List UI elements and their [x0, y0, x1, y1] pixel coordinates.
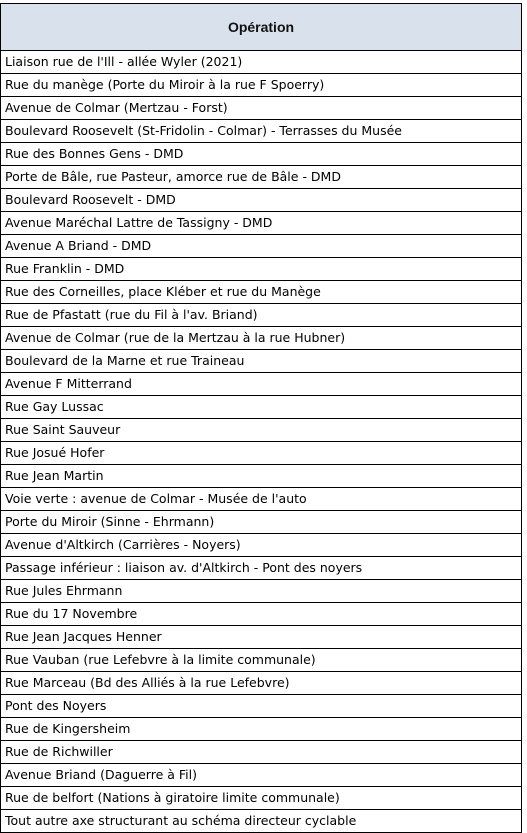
operation-cell[interactable]: Rue de Kingersheim — [1, 718, 522, 741]
table-row — [1, 534, 522, 557]
operation-cell[interactable]: Boulevard de la Marne et rue Traineau — [1, 350, 522, 373]
operation-cell[interactable]: Rue du manège (Porte du Miroir à la rue F Spoerry) — [1, 74, 522, 97]
table-row — [1, 327, 522, 350]
table-row — [1, 810, 522, 833]
table-header-row — [1, 4, 522, 51]
column-header-operation: Opération — [1, 4, 522, 51]
operation-cell[interactable]: Rue Vauban (rue Lefebvre à la limite communale) — [1, 649, 522, 672]
operations-sheet — [0, 3, 522, 833]
table-row — [1, 649, 522, 672]
operation-cell[interactable]: Liaison rue de l'Ill - allée Wyler (2021) — [1, 51, 522, 74]
operation-cell[interactable]: Avenue Briand (Daguerre à Fil) — [1, 764, 522, 787]
table-row — [1, 787, 522, 810]
table-row — [1, 235, 522, 258]
table-row — [1, 120, 522, 143]
table-row — [1, 74, 522, 97]
operation-cell[interactable]: Avenue d'Altkirch (Carrières - Noyers) — [1, 534, 522, 557]
table-row — [1, 672, 522, 695]
operation-cell[interactable]: Boulevard Roosevelt - DMD — [1, 189, 522, 212]
operation-cell[interactable]: Passage inférieur : liaison av. d'Altkirch - Pont des noyers — [1, 557, 522, 580]
operation-cell[interactable]: Avenue Maréchal Lattre de Tassigny - DMD — [1, 212, 522, 235]
operation-cell[interactable]: Rue des Bonnes Gens - DMD — [1, 143, 522, 166]
operation-cell[interactable]: Rue Franklin - DMD — [1, 258, 522, 281]
table-row — [1, 557, 522, 580]
operation-cell[interactable]: Porte du Miroir (Sinne - Ehrmann) — [1, 511, 522, 534]
table-row — [1, 350, 522, 373]
table-row — [1, 764, 522, 787]
table-row — [1, 511, 522, 534]
operation-cell[interactable]: Tout autre axe structurant au schéma directeur cyclable — [1, 810, 522, 833]
operations-table — [0, 3, 522, 833]
operation-cell[interactable]: Pont des Noyers — [1, 695, 522, 718]
table-body — [1, 51, 522, 833]
table-row — [1, 97, 522, 120]
operation-cell[interactable]: Rue Jules Ehrmann — [1, 580, 522, 603]
table-row — [1, 488, 522, 511]
table-row — [1, 741, 522, 764]
table-row — [1, 580, 522, 603]
operation-cell[interactable]: Boulevard Roosevelt (St-Fridolin - Colmar) - Terrasses du Musée — [1, 120, 522, 143]
table-row — [1, 373, 522, 396]
table-row — [1, 189, 522, 212]
operation-cell[interactable]: Rue Saint Sauveur — [1, 419, 522, 442]
operation-cell[interactable]: Rue de Pfastatt (rue du Fil à l'av. Briand) — [1, 304, 522, 327]
operation-cell[interactable]: Rue du 17 Novembre — [1, 603, 522, 626]
operation-cell[interactable]: Rue de Richwiller — [1, 741, 522, 764]
table-row — [1, 143, 522, 166]
operation-cell[interactable]: Rue Marceau (Bd des Alliés à la rue Lefebvre) — [1, 672, 522, 695]
operation-cell[interactable]: Rue Gay Lussac — [1, 396, 522, 419]
operation-cell[interactable]: Porte de Bâle, rue Pasteur, amorce rue de Bâle - DMD — [1, 166, 522, 189]
operation-cell[interactable]: Rue Jean Jacques Henner — [1, 626, 522, 649]
table-row — [1, 695, 522, 718]
operation-cell[interactable]: Voie verte : avenue de Colmar - Musée de l'auto — [1, 488, 522, 511]
table-row — [1, 626, 522, 649]
table-row — [1, 281, 522, 304]
table-row — [1, 396, 522, 419]
operation-cell[interactable]: Rue Josué Hofer — [1, 442, 522, 465]
table-row — [1, 212, 522, 235]
table-row — [1, 258, 522, 281]
table-row — [1, 51, 522, 74]
operation-cell[interactable]: Avenue de Colmar (Mertzau - Forst) — [1, 97, 522, 120]
table-row — [1, 419, 522, 442]
operation-cell[interactable]: Rue Jean Martin — [1, 465, 522, 488]
table-row — [1, 304, 522, 327]
operation-cell[interactable]: Avenue F Mitterrand — [1, 373, 522, 396]
table-row — [1, 442, 522, 465]
table-row — [1, 465, 522, 488]
operation-cell[interactable]: Avenue de Colmar (rue de la Mertzau à la rue Hubner) — [1, 327, 522, 350]
operation-cell[interactable]: Rue de belfort (Nations à giratoire limite communale) — [1, 787, 522, 810]
operation-cell[interactable]: Rue des Corneilles, place Kléber et rue du Manège — [1, 281, 522, 304]
table-row — [1, 166, 522, 189]
operation-cell[interactable]: Avenue A Briand - DMD — [1, 235, 522, 258]
table-row — [1, 718, 522, 741]
table-row — [1, 603, 522, 626]
